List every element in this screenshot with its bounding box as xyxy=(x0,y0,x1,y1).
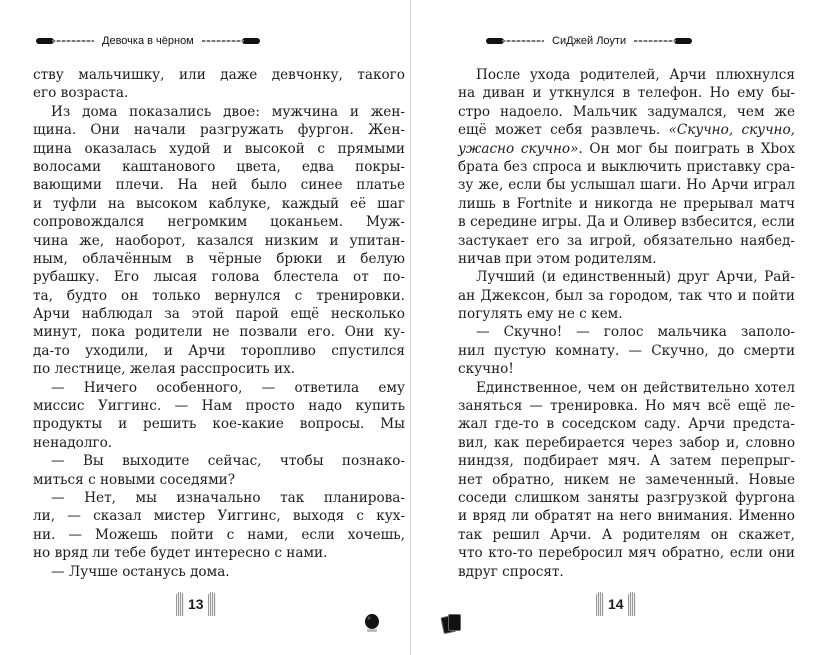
text-line: стро надоело. Мальчик задумался, чем же xyxy=(458,103,795,120)
book-spine xyxy=(410,0,411,655)
text-line: по лестнице, желая расспросить их. xyxy=(33,361,296,378)
magic-wand-icon xyxy=(634,38,692,44)
magic-wand-icon xyxy=(486,38,544,44)
text-line: ству мальчишку, или даже девчонку, такого xyxy=(33,67,405,83)
text-line: — Вы выходите сейчас, чтобы познако- xyxy=(51,453,405,470)
text-line: так решил Арчи. А родителям он скажет, xyxy=(458,526,795,543)
text-line: — Ничего особенного, — ответила ему xyxy=(51,379,405,396)
text-line: После ухода родителей, Арчи плюхнулся xyxy=(476,67,795,83)
text-segment: ещё может себя развлечь. xyxy=(458,122,669,139)
text-line: скучно! xyxy=(458,361,514,378)
right-page-footer xyxy=(596,592,636,616)
text-line: Лучший (и единственный) друг Арчи, Рай- xyxy=(476,269,795,286)
page-number: 14 xyxy=(608,596,624,612)
text-line: волосами каштанового цвета, едва покры- xyxy=(33,158,405,175)
broom-icon xyxy=(176,592,184,616)
text-line: в середине игры. Да и Оливер взбесится, если xyxy=(458,214,795,231)
broom-icon xyxy=(628,592,636,616)
text-line: да-то уходили, и Арчи торопливо спустился xyxy=(33,342,405,359)
text-line: и вряд ли обратят на него внимания. Именно xyxy=(458,508,795,525)
text-line: ненадолго. xyxy=(33,434,113,451)
text-line xyxy=(458,140,795,158)
right-running-header xyxy=(486,34,692,48)
text-line: но вряд ли тебе будет интересно с нами. xyxy=(33,545,328,562)
book-title: Девочка в чёрном xyxy=(102,35,194,47)
text-line: та, будто он только вернулся с тренировки. xyxy=(33,287,405,304)
broom-icon xyxy=(596,592,604,616)
broom-icon xyxy=(208,592,216,616)
text-line: соседи слишком заняты разгрузкой фургона xyxy=(458,489,795,506)
text-line: его возраста. xyxy=(33,85,129,102)
text-line: миться с новыми соседями? xyxy=(33,471,235,488)
text-line: жал где-то в соседском саду. Арчи предста- xyxy=(458,416,795,433)
text-line: на диван и уткнулся в телефон. Но ему бы- xyxy=(458,85,795,102)
text-line: застукает его за игрой, обязательно наябед- xyxy=(458,232,795,249)
left-page-footer xyxy=(176,592,216,616)
magic-wand-icon xyxy=(36,38,94,44)
left-page-text xyxy=(33,66,405,581)
text-line: лишь в Fortnite и никогда не прерывал матч xyxy=(458,195,795,212)
text-line xyxy=(458,121,795,139)
text-line: заняться — тренировка. Но мяч всё ещё ле- xyxy=(458,398,795,415)
text-line: сопровождался негромким цоканьем. Муж- xyxy=(33,214,405,231)
text-line: — Нет, мы изначально так планирова- xyxy=(51,489,405,506)
text-line: вдруг спросят. xyxy=(458,563,564,580)
text-line: ни. — Можешь пойти с нами, если хочешь, xyxy=(33,526,405,543)
left-running-header xyxy=(36,34,260,48)
text-line: вающими плечи. На ней было синее платье xyxy=(33,177,405,194)
text-line: — Скучно! — голос мальчика заполо- xyxy=(476,324,795,341)
text-line: вил, как перебирается через забор и, словно xyxy=(458,434,795,451)
text-line: щина оказалась худой и высокой с прямыми xyxy=(33,140,405,157)
text-line: ным, облачённым в чёрные брюки и белую xyxy=(33,250,405,267)
text-line: ан Джексон, был за городом, так что и пойти xyxy=(458,287,795,304)
crystal-ball-icon xyxy=(365,614,379,632)
magic-wand-icon xyxy=(202,38,260,44)
text-line: и туфли на высоком каблуке, каждый её шаг xyxy=(33,195,405,212)
text-line: нет обратно, никем не замеченный. Новые xyxy=(458,471,795,488)
text-line: ниндзя, подбирает мяч. А затем перепрыг- xyxy=(458,453,795,470)
text-line: нил пустую комнату. — Скучно, до смерти xyxy=(458,342,795,359)
italic-quote: «Скучно, скучно, xyxy=(668,122,795,139)
author-name: СиДжей Лоути xyxy=(552,35,627,47)
text-line: рубашку. Его лысая голова блестела от по- xyxy=(33,269,405,286)
text-line: что кто-то перебросил мяч обратно, если они xyxy=(458,545,795,562)
text-line: минут, пока родители не позвали его. Они ку- xyxy=(33,324,405,341)
text-line: зу же, если бы услышал шаги. Но Арчи играл xyxy=(458,177,795,194)
text-line: Из дома показались двое: мужчина и жен- xyxy=(51,103,405,120)
text-line: Арчи наблюдал за этой парой ещё несколько xyxy=(33,306,405,323)
text-line: ли, — сказал мистер Уиггинс, выходя с кух- xyxy=(33,508,405,525)
text-line: миссис Уиггинс. — Нам просто надо купить xyxy=(33,398,405,415)
italic-quote: ужасно скучно» xyxy=(458,140,579,157)
text-line: — Лучше останусь дома. xyxy=(51,563,230,580)
text-line: ничав при этом родителям. xyxy=(458,250,657,267)
text-line: чина же, наоборот, казался низким и упитан- xyxy=(33,232,405,249)
text-line: Единственное, чем он действительно хотел xyxy=(476,379,795,396)
right-page-text xyxy=(458,66,795,581)
text-line: брата без спроса и выключить приставку сра- xyxy=(458,158,795,175)
page-number: 13 xyxy=(188,596,204,612)
tarot-cards-icon xyxy=(442,614,462,632)
text-line: продукты и решить кое-какие вопросы. Мы xyxy=(33,416,405,433)
text-line: погулять ему не с кем. xyxy=(458,306,623,323)
text-line: щина. Они начали разгружать фургон. Жен- xyxy=(33,122,405,139)
text-segment: . Он мог бы поиграть в Xbox xyxy=(578,140,796,157)
